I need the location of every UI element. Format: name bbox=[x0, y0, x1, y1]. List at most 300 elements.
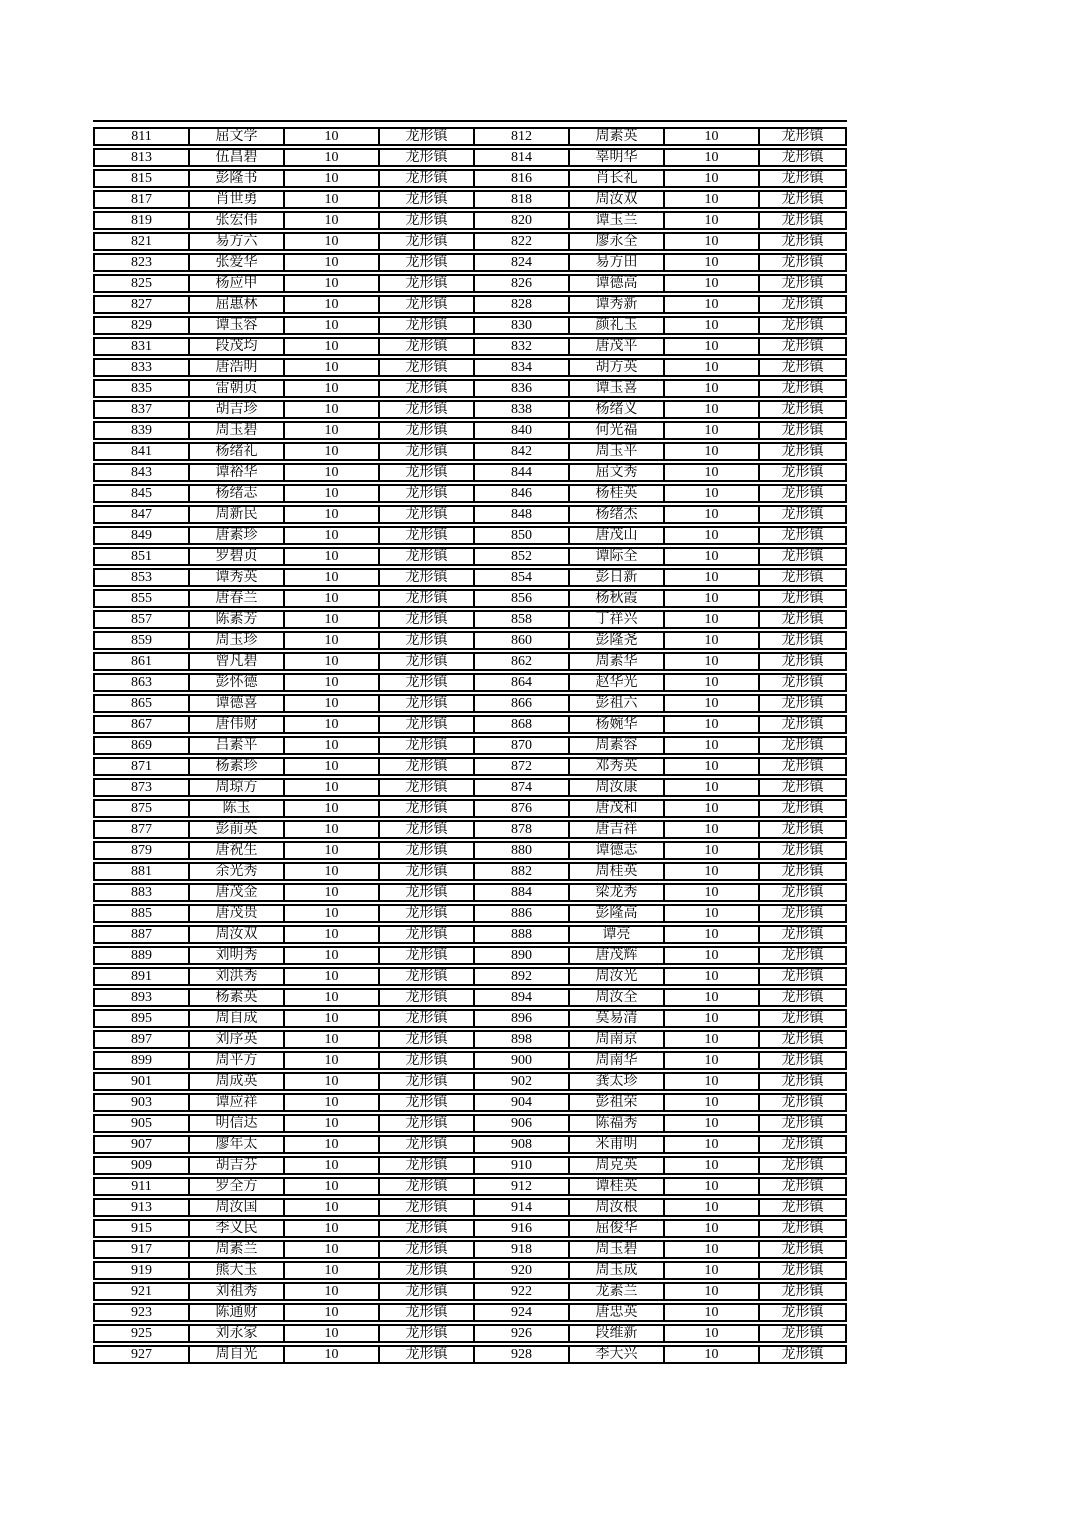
amount-cell-right: 10 bbox=[665, 505, 760, 524]
serial-number-cell-left: 817 bbox=[93, 190, 190, 209]
town-cell-right: 龙形镇 bbox=[760, 883, 847, 902]
serial-number-cell-right: 814 bbox=[475, 148, 570, 167]
serial-number-cell-left: 831 bbox=[93, 337, 190, 356]
serial-number-cell-left: 825 bbox=[93, 274, 190, 293]
serial-number-cell-left: 901 bbox=[93, 1072, 190, 1091]
person-name-cell-left: 周汝双 bbox=[190, 925, 285, 944]
person-name-cell-left: 唐素珍 bbox=[190, 526, 285, 545]
amount-cell-left: 10 bbox=[285, 337, 380, 356]
town-cell-right: 龙形镇 bbox=[760, 589, 847, 608]
amount-cell-right: 10 bbox=[665, 862, 760, 881]
person-name-cell-left: 段茂均 bbox=[190, 337, 285, 356]
person-name-cell-left: 易方六 bbox=[190, 232, 285, 251]
serial-number-cell-right: 830 bbox=[475, 316, 570, 335]
person-name-cell-left: 曾凡碧 bbox=[190, 652, 285, 671]
person-name-cell-left: 伍昌碧 bbox=[190, 148, 285, 167]
town-cell-right: 龙形镇 bbox=[760, 169, 847, 188]
town-cell-left: 龙形镇 bbox=[380, 883, 475, 902]
table-row bbox=[93, 778, 847, 797]
amount-cell-right: 10 bbox=[665, 148, 760, 167]
serial-number-cell-left: 845 bbox=[93, 484, 190, 503]
amount-cell-right: 10 bbox=[665, 1219, 760, 1238]
serial-number-cell-right: 888 bbox=[475, 925, 570, 944]
town-cell-right: 龙形镇 bbox=[760, 736, 847, 755]
serial-number-cell-left: 891 bbox=[93, 967, 190, 986]
amount-cell-right: 10 bbox=[665, 778, 760, 797]
amount-cell-right: 10 bbox=[665, 127, 760, 146]
town-cell-left: 龙形镇 bbox=[380, 379, 475, 398]
amount-cell-left: 10 bbox=[285, 841, 380, 860]
town-cell-right: 龙形镇 bbox=[760, 442, 847, 461]
town-cell-left: 龙形镇 bbox=[380, 988, 475, 1007]
amount-cell-left: 10 bbox=[285, 127, 380, 146]
amount-cell-left: 10 bbox=[285, 1030, 380, 1049]
amount-cell-left: 10 bbox=[285, 757, 380, 776]
table-row bbox=[93, 169, 847, 188]
serial-number-cell-right: 836 bbox=[475, 379, 570, 398]
person-name-cell-right: 杨绪杰 bbox=[570, 505, 665, 524]
person-name-cell-right: 唐茂辉 bbox=[570, 946, 665, 965]
person-name-cell-right: 杨桂英 bbox=[570, 484, 665, 503]
amount-cell-left: 10 bbox=[285, 862, 380, 881]
person-name-cell-left: 唐祝生 bbox=[190, 841, 285, 860]
town-cell-left: 龙形镇 bbox=[380, 820, 475, 839]
person-name-cell-left: 彭前英 bbox=[190, 820, 285, 839]
amount-cell-right: 10 bbox=[665, 652, 760, 671]
person-name-cell-right: 唐吉祥 bbox=[570, 820, 665, 839]
amount-cell-right: 10 bbox=[665, 673, 760, 692]
person-name-cell-left: 周新民 bbox=[190, 505, 285, 524]
person-name-cell-right: 廖永全 bbox=[570, 232, 665, 251]
town-cell-left: 龙形镇 bbox=[380, 295, 475, 314]
serial-number-cell-left: 837 bbox=[93, 400, 190, 419]
amount-cell-right: 10 bbox=[665, 211, 760, 230]
table-row bbox=[93, 1135, 847, 1154]
amount-cell-right: 10 bbox=[665, 316, 760, 335]
amount-cell-right: 10 bbox=[665, 421, 760, 440]
amount-cell-right: 10 bbox=[665, 925, 760, 944]
table-row bbox=[93, 715, 847, 734]
town-cell-right: 龙形镇 bbox=[760, 799, 847, 818]
serial-number-cell-left: 927 bbox=[93, 1345, 190, 1364]
serial-number-cell-left: 827 bbox=[93, 295, 190, 314]
serial-number-cell-right: 918 bbox=[475, 1240, 570, 1259]
amount-cell-right: 10 bbox=[665, 1261, 760, 1280]
amount-cell-right: 10 bbox=[665, 484, 760, 503]
serial-number-cell-right: 822 bbox=[475, 232, 570, 251]
town-cell-left: 龙形镇 bbox=[380, 1345, 475, 1364]
town-cell-right: 龙形镇 bbox=[760, 757, 847, 776]
town-cell-left: 龙形镇 bbox=[380, 316, 475, 335]
person-name-cell-left: 周平方 bbox=[190, 1051, 285, 1070]
amount-cell-left: 10 bbox=[285, 253, 380, 272]
amount-cell-right: 10 bbox=[665, 736, 760, 755]
table-row bbox=[93, 610, 847, 629]
person-name-cell-left: 屈惠林 bbox=[190, 295, 285, 314]
serial-number-cell-left: 823 bbox=[93, 253, 190, 272]
town-cell-left: 龙形镇 bbox=[380, 736, 475, 755]
serial-number-cell-right: 886 bbox=[475, 904, 570, 923]
serial-number-cell-left: 925 bbox=[93, 1324, 190, 1343]
serial-number-cell-right: 876 bbox=[475, 799, 570, 818]
serial-number-cell-left: 859 bbox=[93, 631, 190, 650]
serial-number-cell-left: 861 bbox=[93, 652, 190, 671]
town-cell-right: 龙形镇 bbox=[760, 1198, 847, 1217]
town-cell-right: 龙形镇 bbox=[760, 904, 847, 923]
town-cell-left: 龙形镇 bbox=[380, 232, 475, 251]
amount-cell-right: 10 bbox=[665, 547, 760, 566]
amount-cell-right: 10 bbox=[665, 1198, 760, 1217]
person-name-cell-right: 屈文秀 bbox=[570, 463, 665, 482]
person-name-cell-right: 周玉碧 bbox=[570, 1240, 665, 1259]
table-row bbox=[93, 421, 847, 440]
town-cell-left: 龙形镇 bbox=[380, 1072, 475, 1091]
person-name-cell-left: 唐茂贵 bbox=[190, 904, 285, 923]
serial-number-cell-left: 917 bbox=[93, 1240, 190, 1259]
table-row bbox=[93, 1177, 847, 1196]
amount-cell-left: 10 bbox=[285, 1240, 380, 1259]
town-cell-left: 龙形镇 bbox=[380, 589, 475, 608]
person-name-cell-right: 谭际全 bbox=[570, 547, 665, 566]
person-name-cell-right: 陈福秀 bbox=[570, 1114, 665, 1133]
town-cell-right: 龙形镇 bbox=[760, 568, 847, 587]
serial-number-cell-right: 820 bbox=[475, 211, 570, 230]
town-cell-left: 龙形镇 bbox=[380, 1324, 475, 1343]
person-name-cell-left: 屈文学 bbox=[190, 127, 285, 146]
person-name-cell-right: 谭秀新 bbox=[570, 295, 665, 314]
table-row bbox=[93, 379, 847, 398]
serial-number-cell-left: 879 bbox=[93, 841, 190, 860]
person-name-cell-left: 周琼方 bbox=[190, 778, 285, 797]
person-name-cell-right: 周汝全 bbox=[570, 988, 665, 1007]
town-cell-left: 龙形镇 bbox=[380, 337, 475, 356]
serial-number-cell-right: 812 bbox=[475, 127, 570, 146]
table-row bbox=[93, 1198, 847, 1217]
person-name-cell-left: 谭秀英 bbox=[190, 568, 285, 587]
amount-cell-right: 10 bbox=[665, 358, 760, 377]
town-cell-right: 龙形镇 bbox=[760, 925, 847, 944]
serial-number-cell-right: 848 bbox=[475, 505, 570, 524]
person-name-cell-left: 张爱华 bbox=[190, 253, 285, 272]
person-name-cell-left: 廖年太 bbox=[190, 1135, 285, 1154]
serial-number-cell-left: 865 bbox=[93, 694, 190, 713]
person-name-cell-right: 唐茂和 bbox=[570, 799, 665, 818]
serial-number-cell-left: 909 bbox=[93, 1156, 190, 1175]
serial-number-cell-right: 894 bbox=[475, 988, 570, 1007]
amount-cell-right: 10 bbox=[665, 1030, 760, 1049]
person-name-cell-right: 杨绪义 bbox=[570, 400, 665, 419]
town-cell-right: 龙形镇 bbox=[760, 652, 847, 671]
serial-number-cell-left: 905 bbox=[93, 1114, 190, 1133]
serial-number-cell-left: 841 bbox=[93, 442, 190, 461]
person-name-cell-right: 谭玉兰 bbox=[570, 211, 665, 230]
table-row bbox=[93, 1303, 847, 1322]
table-row bbox=[93, 694, 847, 713]
serial-number-cell-left: 843 bbox=[93, 463, 190, 482]
serial-number-cell-left: 913 bbox=[93, 1198, 190, 1217]
table-row bbox=[93, 652, 847, 671]
serial-number-cell-left: 869 bbox=[93, 736, 190, 755]
person-name-cell-right: 段维新 bbox=[570, 1324, 665, 1343]
table-row bbox=[93, 274, 847, 293]
town-cell-left: 龙形镇 bbox=[380, 190, 475, 209]
serial-number-cell-right: 920 bbox=[475, 1261, 570, 1280]
town-cell-left: 龙形镇 bbox=[380, 631, 475, 650]
clipped-row-bottom-border bbox=[93, 120, 847, 122]
serial-number-cell-right: 860 bbox=[475, 631, 570, 650]
serial-number-cell-left: 853 bbox=[93, 568, 190, 587]
serial-number-cell-right: 896 bbox=[475, 1009, 570, 1028]
amount-cell-left: 10 bbox=[285, 274, 380, 293]
serial-number-cell-left: 919 bbox=[93, 1261, 190, 1280]
town-cell-right: 龙形镇 bbox=[760, 1093, 847, 1112]
amount-cell-left: 10 bbox=[285, 967, 380, 986]
serial-number-cell-left: 923 bbox=[93, 1303, 190, 1322]
amount-cell-right: 10 bbox=[665, 400, 760, 419]
amount-cell-right: 10 bbox=[665, 1072, 760, 1091]
person-name-cell-left: 谭德喜 bbox=[190, 694, 285, 713]
town-cell-right: 龙形镇 bbox=[760, 547, 847, 566]
town-cell-right: 龙形镇 bbox=[760, 295, 847, 314]
serial-number-cell-left: 871 bbox=[93, 757, 190, 776]
serial-number-cell-left: 863 bbox=[93, 673, 190, 692]
amount-cell-left: 10 bbox=[285, 736, 380, 755]
serial-number-cell-right: 880 bbox=[475, 841, 570, 860]
person-name-cell-left: 雷朝贞 bbox=[190, 379, 285, 398]
person-name-cell-right: 周南京 bbox=[570, 1030, 665, 1049]
amount-cell-right: 10 bbox=[665, 1303, 760, 1322]
town-cell-left: 龙形镇 bbox=[380, 568, 475, 587]
amount-cell-right: 10 bbox=[665, 568, 760, 587]
serial-number-cell-left: 899 bbox=[93, 1051, 190, 1070]
person-name-cell-left: 杨应甲 bbox=[190, 274, 285, 293]
roster-table-body bbox=[93, 127, 847, 1364]
amount-cell-left: 10 bbox=[285, 1051, 380, 1070]
amount-cell-right: 10 bbox=[665, 379, 760, 398]
person-name-cell-right: 周玉成 bbox=[570, 1261, 665, 1280]
serial-number-cell-left: 855 bbox=[93, 589, 190, 608]
amount-cell-left: 10 bbox=[285, 589, 380, 608]
serial-number-cell-right: 922 bbox=[475, 1282, 570, 1301]
table-row bbox=[93, 1093, 847, 1112]
person-name-cell-right: 李大兴 bbox=[570, 1345, 665, 1364]
serial-number-cell-left: 903 bbox=[93, 1093, 190, 1112]
town-cell-right: 龙形镇 bbox=[760, 1240, 847, 1259]
town-cell-left: 龙形镇 bbox=[380, 1219, 475, 1238]
serial-number-cell-right: 928 bbox=[475, 1345, 570, 1364]
person-name-cell-left: 陈通财 bbox=[190, 1303, 285, 1322]
person-name-cell-left: 唐伟财 bbox=[190, 715, 285, 734]
person-name-cell-left: 周自成 bbox=[190, 1009, 285, 1028]
person-name-cell-right: 赵华光 bbox=[570, 673, 665, 692]
amount-cell-right: 10 bbox=[665, 1177, 760, 1196]
person-name-cell-left: 周成英 bbox=[190, 1072, 285, 1091]
serial-number-cell-right: 892 bbox=[475, 967, 570, 986]
person-name-cell-right: 杨婉华 bbox=[570, 715, 665, 734]
person-name-cell-right: 唐忠英 bbox=[570, 1303, 665, 1322]
amount-cell-left: 10 bbox=[285, 1198, 380, 1217]
amount-cell-right: 10 bbox=[665, 295, 760, 314]
town-cell-right: 龙形镇 bbox=[760, 1345, 847, 1364]
serial-number-cell-right: 852 bbox=[475, 547, 570, 566]
amount-cell-right: 10 bbox=[665, 715, 760, 734]
serial-number-cell-right: 908 bbox=[475, 1135, 570, 1154]
town-cell-right: 龙形镇 bbox=[760, 1324, 847, 1343]
person-name-cell-right: 谭玉喜 bbox=[570, 379, 665, 398]
person-name-cell-left: 刘祖秀 bbox=[190, 1282, 285, 1301]
serial-number-cell-left: 889 bbox=[93, 946, 190, 965]
amount-cell-right: 10 bbox=[665, 988, 760, 1007]
serial-number-cell-right: 856 bbox=[475, 589, 570, 608]
serial-number-cell-left: 829 bbox=[93, 316, 190, 335]
table-row bbox=[93, 484, 847, 503]
amount-cell-left: 10 bbox=[285, 610, 380, 629]
town-cell-right: 龙形镇 bbox=[760, 862, 847, 881]
person-name-cell-left: 彭怀德 bbox=[190, 673, 285, 692]
table-row bbox=[93, 1219, 847, 1238]
serial-number-cell-right: 916 bbox=[475, 1219, 570, 1238]
amount-cell-right: 10 bbox=[665, 610, 760, 629]
town-cell-right: 龙形镇 bbox=[760, 1072, 847, 1091]
person-name-cell-left: 张宏伟 bbox=[190, 211, 285, 230]
town-cell-left: 龙形镇 bbox=[380, 1261, 475, 1280]
table-row bbox=[93, 988, 847, 1007]
amount-cell-left: 10 bbox=[285, 211, 380, 230]
town-cell-left: 龙形镇 bbox=[380, 400, 475, 419]
amount-cell-left: 10 bbox=[285, 925, 380, 944]
table-row bbox=[93, 799, 847, 818]
table-row bbox=[93, 568, 847, 587]
table-row bbox=[93, 190, 847, 209]
serial-number-cell-right: 816 bbox=[475, 169, 570, 188]
person-name-cell-left: 杨素英 bbox=[190, 988, 285, 1007]
table-row bbox=[93, 1324, 847, 1343]
serial-number-cell-left: 893 bbox=[93, 988, 190, 1007]
amount-cell-right: 10 bbox=[665, 1114, 760, 1133]
amount-cell-left: 10 bbox=[285, 799, 380, 818]
table-row bbox=[93, 883, 847, 902]
town-cell-left: 龙形镇 bbox=[380, 1030, 475, 1049]
amount-cell-right: 10 bbox=[665, 253, 760, 272]
amount-cell-right: 10 bbox=[665, 169, 760, 188]
serial-number-cell-left: 877 bbox=[93, 820, 190, 839]
person-name-cell-right: 杨秋霞 bbox=[570, 589, 665, 608]
person-name-cell-right: 梁龙秀 bbox=[570, 883, 665, 902]
town-cell-left: 龙形镇 bbox=[380, 652, 475, 671]
town-cell-left: 龙形镇 bbox=[380, 421, 475, 440]
serial-number-cell-right: 882 bbox=[475, 862, 570, 881]
amount-cell-left: 10 bbox=[285, 988, 380, 1007]
table-row bbox=[93, 925, 847, 944]
person-name-cell-left: 胡吉珍 bbox=[190, 400, 285, 419]
town-cell-left: 龙形镇 bbox=[380, 526, 475, 545]
table-row bbox=[93, 631, 847, 650]
person-name-cell-left: 熊大玉 bbox=[190, 1261, 285, 1280]
amount-cell-right: 10 bbox=[665, 1282, 760, 1301]
person-name-cell-right: 肖长礼 bbox=[570, 169, 665, 188]
serial-number-cell-left: 819 bbox=[93, 211, 190, 230]
person-name-cell-left: 罗全方 bbox=[190, 1177, 285, 1196]
amount-cell-right: 10 bbox=[665, 526, 760, 545]
amount-cell-left: 10 bbox=[285, 1324, 380, 1343]
serial-number-cell-left: 847 bbox=[93, 505, 190, 524]
table-row bbox=[93, 736, 847, 755]
town-cell-right: 龙形镇 bbox=[760, 526, 847, 545]
serial-number-cell-right: 912 bbox=[475, 1177, 570, 1196]
person-name-cell-left: 吕素平 bbox=[190, 736, 285, 755]
table-row bbox=[93, 442, 847, 461]
person-name-cell-right: 胡方英 bbox=[570, 358, 665, 377]
town-cell-right: 龙形镇 bbox=[760, 148, 847, 167]
amount-cell-left: 10 bbox=[285, 316, 380, 335]
town-cell-right: 龙形镇 bbox=[760, 841, 847, 860]
amount-cell-left: 10 bbox=[285, 904, 380, 923]
person-name-cell-left: 刘洪秀 bbox=[190, 967, 285, 986]
table-row bbox=[93, 400, 847, 419]
town-cell-left: 龙形镇 bbox=[380, 673, 475, 692]
person-name-cell-right: 彭日新 bbox=[570, 568, 665, 587]
amount-cell-right: 10 bbox=[665, 631, 760, 650]
serial-number-cell-left: 887 bbox=[93, 925, 190, 944]
person-name-cell-left: 陈玉 bbox=[190, 799, 285, 818]
serial-number-cell-right: 914 bbox=[475, 1198, 570, 1217]
table-row bbox=[93, 820, 847, 839]
serial-number-cell-right: 906 bbox=[475, 1114, 570, 1133]
person-name-cell-right: 易方田 bbox=[570, 253, 665, 272]
town-cell-left: 龙形镇 bbox=[380, 904, 475, 923]
serial-number-cell-left: 839 bbox=[93, 421, 190, 440]
town-cell-right: 龙形镇 bbox=[760, 715, 847, 734]
amount-cell-left: 10 bbox=[285, 1345, 380, 1364]
amount-cell-right: 10 bbox=[665, 904, 760, 923]
town-cell-left: 龙形镇 bbox=[380, 925, 475, 944]
amount-cell-left: 10 bbox=[285, 673, 380, 692]
town-cell-left: 龙形镇 bbox=[380, 1009, 475, 1028]
amount-cell-right: 10 bbox=[665, 1051, 760, 1070]
table-row bbox=[93, 1261, 847, 1280]
town-cell-right: 龙形镇 bbox=[760, 1303, 847, 1322]
person-name-cell-right: 周桂英 bbox=[570, 862, 665, 881]
town-cell-right: 龙形镇 bbox=[760, 1219, 847, 1238]
table-row bbox=[93, 211, 847, 230]
table-row bbox=[93, 841, 847, 860]
serial-number-cell-right: 872 bbox=[475, 757, 570, 776]
serial-number-cell-right: 818 bbox=[475, 190, 570, 209]
town-cell-right: 龙形镇 bbox=[760, 190, 847, 209]
town-cell-left: 龙形镇 bbox=[380, 1135, 475, 1154]
table-row bbox=[93, 1282, 847, 1301]
amount-cell-left: 10 bbox=[285, 631, 380, 650]
amount-cell-right: 10 bbox=[665, 946, 760, 965]
serial-number-cell-left: 875 bbox=[93, 799, 190, 818]
town-cell-right: 龙形镇 bbox=[760, 631, 847, 650]
serial-number-cell-right: 900 bbox=[475, 1051, 570, 1070]
town-cell-right: 龙形镇 bbox=[760, 400, 847, 419]
person-name-cell-left: 唐春兰 bbox=[190, 589, 285, 608]
town-cell-right: 龙形镇 bbox=[760, 967, 847, 986]
serial-number-cell-right: 858 bbox=[475, 610, 570, 629]
town-cell-right: 龙形镇 bbox=[760, 421, 847, 440]
person-name-cell-right: 龚太珍 bbox=[570, 1072, 665, 1091]
town-cell-left: 龙形镇 bbox=[380, 253, 475, 272]
town-cell-right: 龙形镇 bbox=[760, 232, 847, 251]
serial-number-cell-right: 838 bbox=[475, 400, 570, 419]
amount-cell-left: 10 bbox=[285, 1135, 380, 1154]
person-name-cell-right: 彭祖六 bbox=[570, 694, 665, 713]
town-cell-left: 龙形镇 bbox=[380, 1240, 475, 1259]
amount-cell-right: 10 bbox=[665, 232, 760, 251]
amount-cell-right: 10 bbox=[665, 757, 760, 776]
